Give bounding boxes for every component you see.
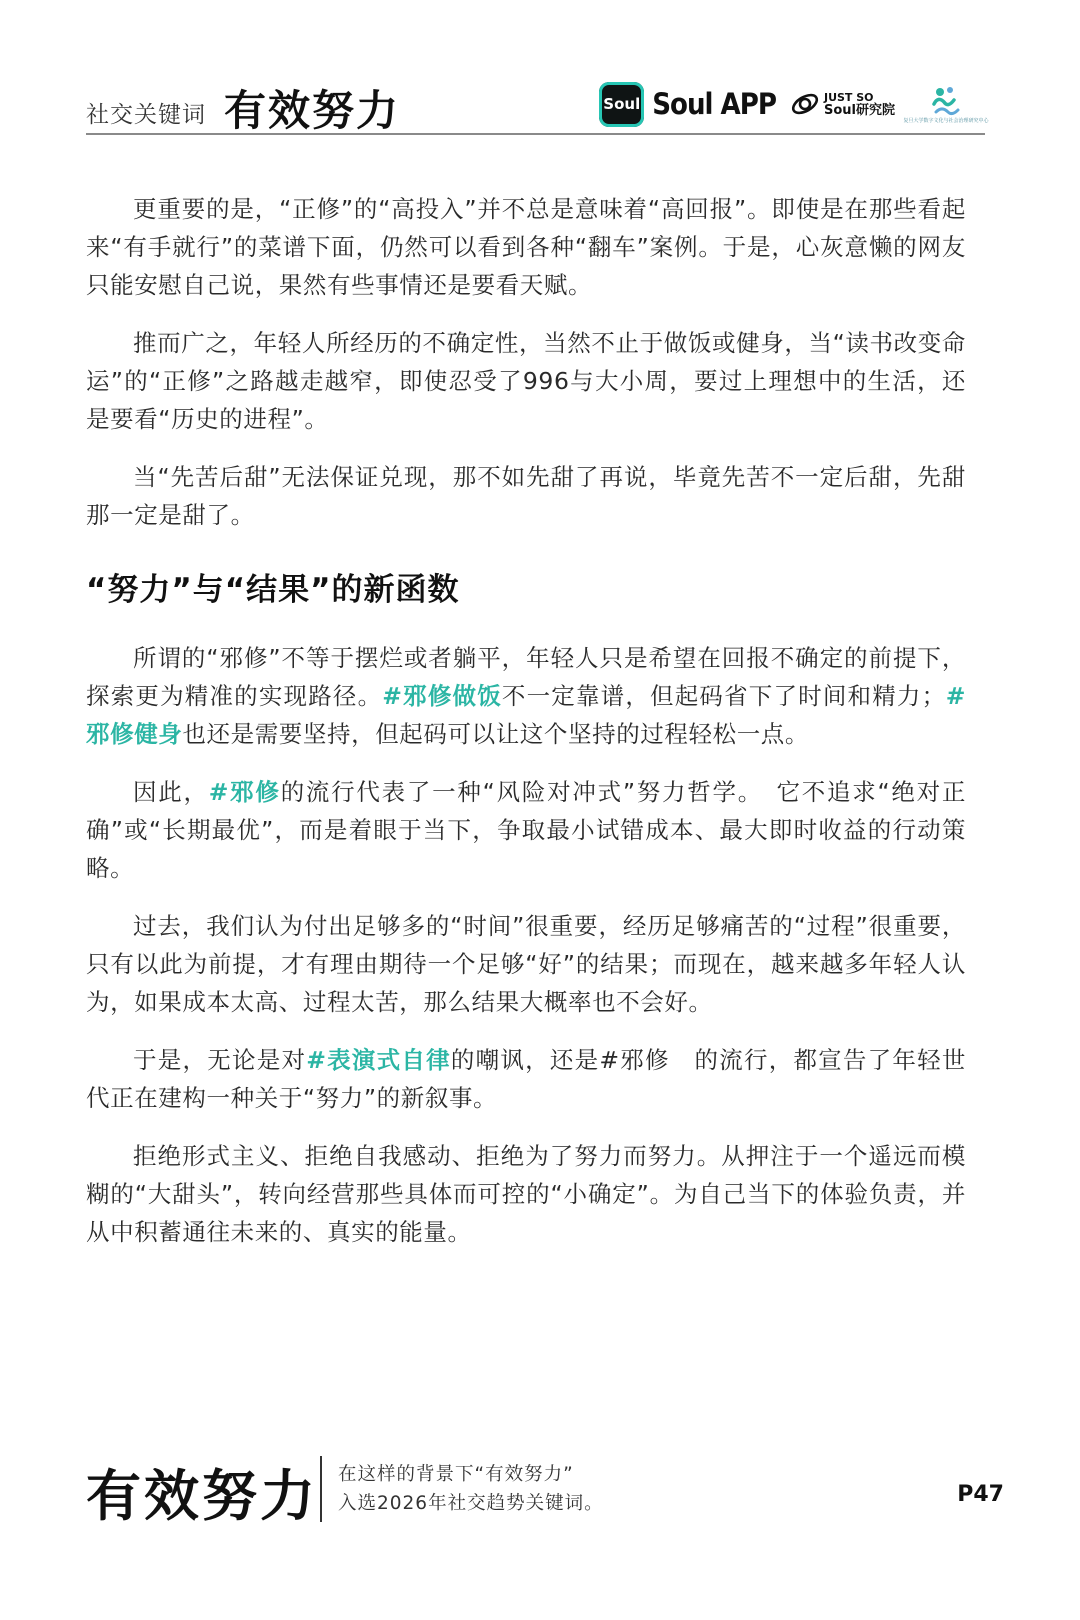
paragraph: 更重要的是，“正修”的“高投入”并不总是意味着“高回报”。即使是在那些看起来“有手就行”的菜谱下面，仍然可以看到各种“翻车”案例。于是，心灰意懒的网友只能安慰自己说，果然有些事情还是要看天赋。 <box>86 195 966 299</box>
paragraph-text: 也还是需要坚持，但起码可以让这个坚持的过程轻松一点。 <box>182 720 810 748</box>
justso-bottom-label: Soul研究院 <box>823 103 895 118</box>
orbit-icon <box>790 89 820 119</box>
footer-divider <box>320 1456 322 1522</box>
paragraph: 过去，我们认为付出足够多的“时间”很重要，经历足够痛苦的“过程”很重要，只有以此为前提，才有理由期待一个足够“好”的结果；而现在，越来越多年轻人认为，如果成本太高、过程太苦，那么结果大概率也不会好。 <box>86 912 966 1016</box>
page-header <box>86 78 989 135</box>
article-body <box>86 190 966 1271</box>
section-heading: “努力”与“结果”的新函数 <box>86 572 460 608</box>
paragraph-text: 不一定靠谱，但起码省下了时间和精力； <box>501 682 946 710</box>
paragraph <box>86 639 966 753</box>
header-title: 有效努力 <box>224 86 401 135</box>
research-center-icon <box>928 84 964 118</box>
page-number: P47 <box>957 1482 1004 1507</box>
header-subtitle: 社交关键词 <box>86 102 206 128</box>
paragraph-text: 的流行代表了一种“风险对冲式”努力哲学。 它不追求“绝对正确”或“长期最优”，而是着眼于当下，争取最小试错成本、最大即时收益的行动策略。 <box>86 778 966 882</box>
paragraph-text: 的嘲讽，还是#邪修 的流行，都宣告了年轻世代正在建构一种关于“努力”的新叙事。 <box>86 1046 966 1112</box>
footer-caption-line: 在这样的背景下“有效努力” <box>338 1464 574 1485</box>
footer-caption <box>338 1460 604 1518</box>
page-footer <box>86 1450 1004 1530</box>
paragraph: 拒绝形式主义、拒绝自我感动、拒绝为了努力而努力。从押注于一个遥远而模糊的“大甜头”，转向经营那些具体而可控的“小确定”。为自己当下的体验负责，并从中积蓄通往未来的、真实的能量。 <box>86 1142 966 1246</box>
paragraph <box>86 773 966 887</box>
paragraph <box>86 1041 966 1117</box>
paragraph-text: 所谓的“邪修”不等于摆烂或者躺平，年轻人只是希望在回报不确定的前提下，探索更为精准的实现路径。 <box>86 644 966 710</box>
hashtag-link[interactable]: #邪修 <box>208 778 281 806</box>
footer-title: 有效努力 <box>86 1464 319 1528</box>
paragraph: 当“先苦后甜”无法保证兑现，那不如先甜了再说，毕竟先苦不一定后甜，先甜那一定是甜了。 <box>86 463 966 529</box>
hashtag-link[interactable]: #邪修做饭 <box>382 682 502 710</box>
soul-app-logo: Soul <box>599 82 644 127</box>
hashtag-link[interactable]: #邪修健身 <box>86 682 966 748</box>
research-center-label: 复旦大学数字文化与社会治理研究中心 <box>903 118 989 124</box>
paragraph-text: 因此， <box>133 778 209 806</box>
paragraph: 推而广之，年轻人所经历的不确定性，当然不止于做饭或健身，当“读书改变命运”的“正修”之路越走越窄，即使忍受了996与大小周，要过上理想中的生活，还是要看“历史的进程”。 <box>86 329 966 433</box>
justso-logo <box>790 89 895 119</box>
footer-caption-line: 入选2026年社交趋势关键词。 <box>338 1493 604 1514</box>
justso-top-label: JUST SO <box>823 91 874 104</box>
research-center-logo <box>903 84 989 124</box>
header-logos <box>599 80 989 128</box>
soul-app-wordmark: Soul APP <box>652 87 776 121</box>
hashtag-link[interactable]: #表演式自律 <box>306 1046 451 1074</box>
paragraph-text: 于是，无论是对 <box>133 1046 307 1074</box>
